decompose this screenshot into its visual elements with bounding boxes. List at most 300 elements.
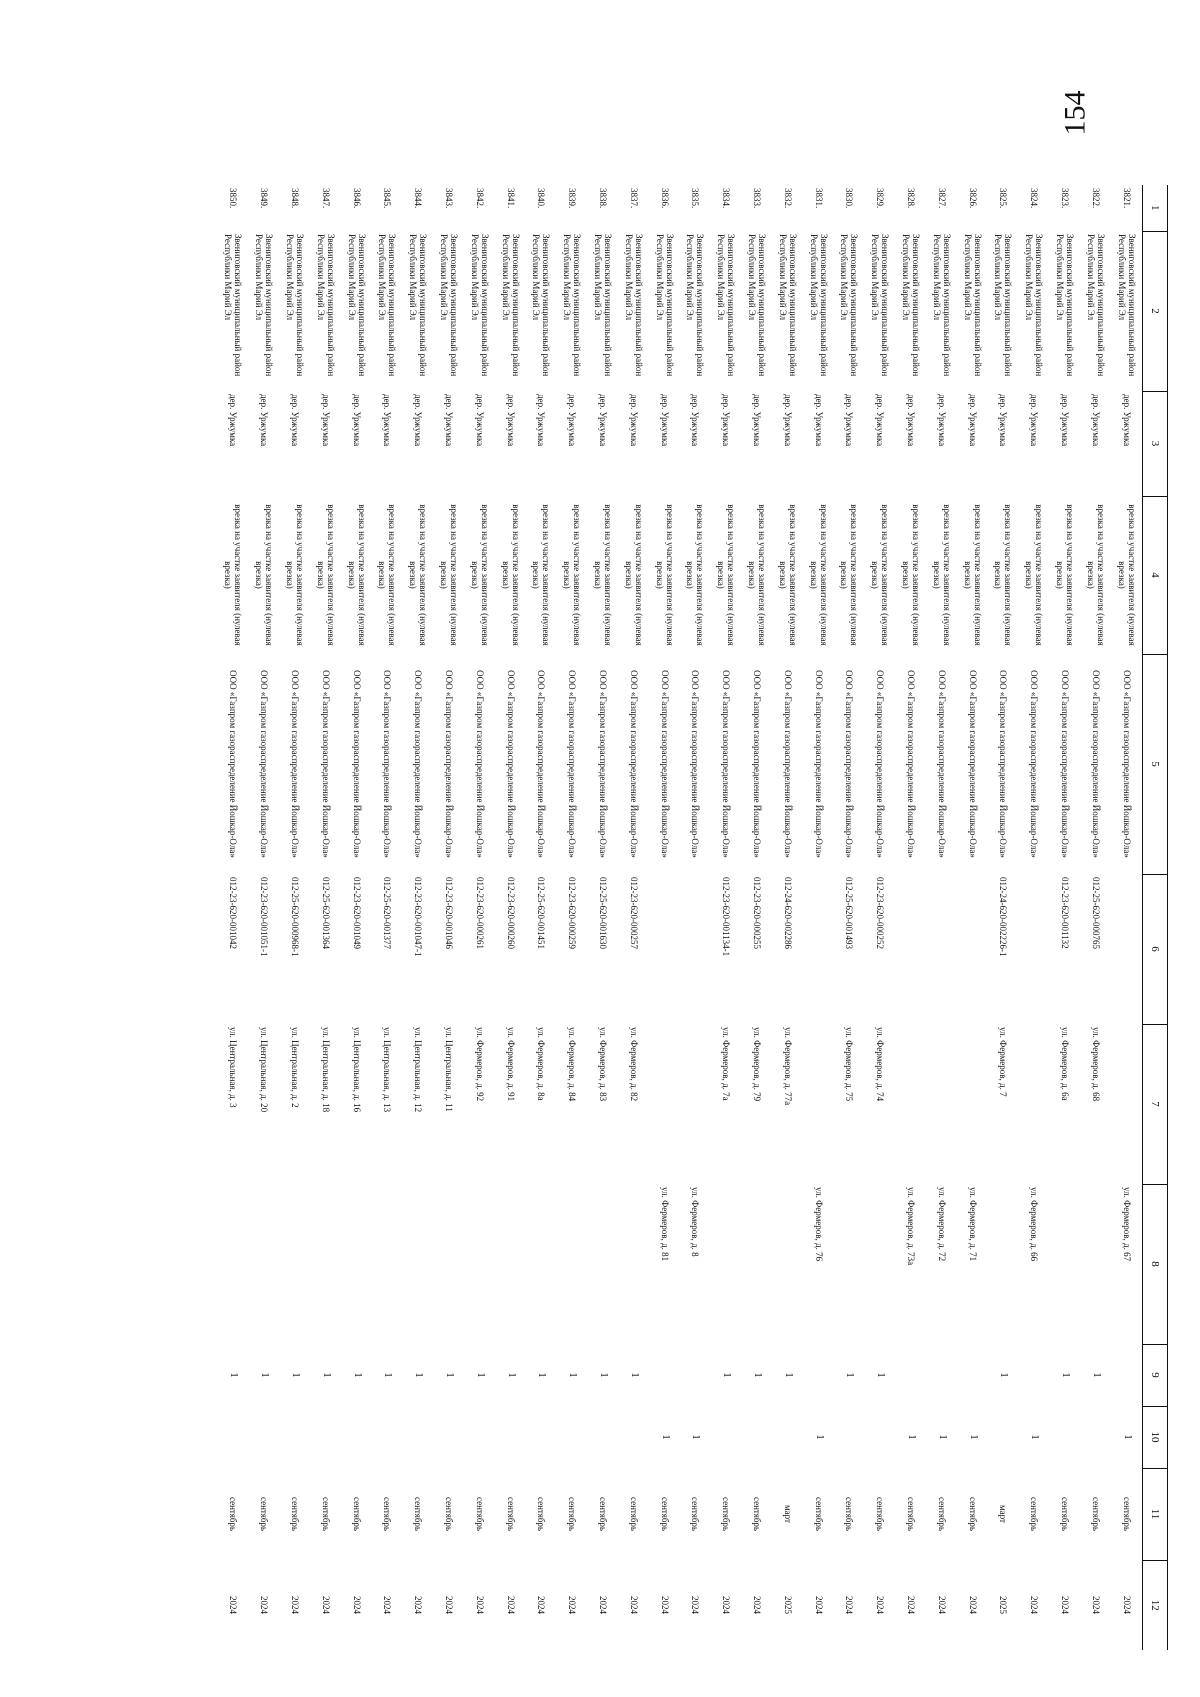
- organization-cell: ООО «Газпром газораспределение Йошкар-Ола»: [782, 670, 793, 858]
- work-type-cell: врезка на участке заявителя (нулевая врезка): [685, 504, 706, 646]
- count-col10-cell: [434, 1406, 465, 1468]
- row-number: 3850.: [228, 188, 239, 209]
- district-cell: Звениговский муниципальный район Республики Марий Эл: [623, 234, 644, 377]
- address-alt-cell: [1050, 1184, 1081, 1344]
- count-col10-cell: 1: [659, 1434, 671, 1440]
- count-col10-cell: [557, 1406, 588, 1468]
- row-number: 3831.: [813, 188, 824, 209]
- district-cell: Звениговский муниципальный район Республики Марий Эл: [870, 234, 891, 377]
- contract-number-cell: [803, 874, 834, 1024]
- row-number: 3829.: [875, 188, 886, 209]
- month-cell: сентябрь: [967, 1496, 978, 1532]
- organization-cell: ООО «Газпром газораспределение Йошкар-Ола»: [351, 670, 362, 858]
- count-col10-cell: [310, 1406, 341, 1468]
- count-col10-cell: [403, 1406, 434, 1468]
- organization-cell: ООО «Газпром газораспределение Йошкар-Ола»: [875, 670, 886, 858]
- column-number-10: 10: [1143, 1406, 1168, 1468]
- work-type-cell: врезка на участке заявителя (нулевая врезка): [469, 504, 490, 646]
- address-cell: ул. Фермеров, д. 82: [628, 1027, 639, 1102]
- table-row: [1111, 185, 1142, 1650]
- work-type-cell: врезка на участке заявителя (нулевая врезка): [839, 504, 860, 646]
- year-cell: 2024: [875, 1596, 886, 1614]
- table-row: [1050, 185, 1081, 1650]
- address-alt-cell: [557, 1184, 588, 1344]
- address-cell: ул. Фермеров, д. 84: [567, 1027, 578, 1102]
- year-cell: 2024: [444, 1596, 455, 1614]
- address-alt-cell: [341, 1184, 372, 1344]
- organization-cell: ООО «Газпром газораспределение Йошкар-Ола»: [628, 670, 639, 858]
- row-number: 3844.: [413, 188, 424, 209]
- work-type-cell: врезка на участке заявителя (нулевая врезка): [1085, 504, 1106, 646]
- table-row: [526, 185, 557, 1650]
- district-cell: Звениговский муниципальный район Республики Марий Эл: [254, 234, 275, 377]
- address-alt-cell: ул. Фермеров, д. 72: [936, 1187, 947, 1262]
- table-row: [434, 185, 465, 1650]
- address-cell: [803, 1024, 834, 1184]
- contract-number-cell: 012-23-620-001132: [1060, 877, 1071, 949]
- organization-cell: ООО «Газпром газораспределение Йошкар-Ола»: [290, 670, 301, 858]
- contract-number-cell: [1019, 874, 1050, 1024]
- address-cell: [957, 1024, 988, 1184]
- district-cell: Звениговский муниципальный район Республики Марий Эл: [315, 234, 336, 377]
- column-number-8: 8: [1143, 1184, 1168, 1344]
- row-number: 3833.: [752, 188, 763, 209]
- settlement-cell: дер. Уржумка: [598, 394, 609, 447]
- row-number: 3835.: [690, 188, 701, 209]
- work-type-cell: врезка на участке заявителя (нулевая врезка): [654, 504, 675, 646]
- year-cell: 2024: [1029, 1596, 1040, 1614]
- address-cell: ул. Фермеров, д. 83: [598, 1027, 609, 1102]
- count-col9-cell: 1: [536, 1372, 548, 1378]
- count-col9-cell: 1: [1060, 1372, 1072, 1378]
- count-col9-cell: [680, 1344, 711, 1406]
- settlement-cell: дер. Уржумка: [1029, 394, 1040, 447]
- address-cell: ул. Фермеров, д. 74: [875, 1027, 886, 1102]
- count-col9-cell: [649, 1344, 680, 1406]
- table-row: [926, 185, 957, 1650]
- column-number-header: [1143, 185, 1168, 1650]
- organization-cell: ООО «Газпром газораспределение Йошкар-Ола»: [1090, 670, 1101, 858]
- settlement-cell: дер. Уржумка: [906, 394, 917, 447]
- year-cell: 2024: [906, 1596, 917, 1614]
- year-cell: 2024: [813, 1596, 824, 1614]
- table-row: [341, 185, 372, 1650]
- settlement-cell: дер. Уржумка: [567, 394, 578, 447]
- organization-cell: ООО «Газпром газораспределение Йошкар-Ола»: [1121, 670, 1132, 858]
- count-col9-cell: 1: [1090, 1372, 1102, 1378]
- contract-number-cell: 012-24-620-002286: [782, 877, 793, 949]
- row-number: 3825.: [998, 188, 1009, 209]
- row-number: 3821.: [1121, 188, 1132, 209]
- address-cell: ул. Фермеров, д. 6а: [1060, 1027, 1071, 1101]
- count-col10-cell: 1: [1029, 1434, 1041, 1440]
- contract-number-cell: [680, 874, 711, 1024]
- table-row: [742, 185, 773, 1650]
- settlement-cell: дер. Уржумка: [875, 394, 886, 447]
- month-cell: сентябрь: [1090, 1496, 1101, 1532]
- month-cell: сентябрь: [474, 1496, 485, 1532]
- address-cell: ул. Центральная, д. 11: [444, 1027, 455, 1112]
- month-cell: сентябрь: [906, 1496, 917, 1532]
- year-cell: 2024: [567, 1596, 578, 1614]
- district-cell: Звениговский муниципальный район Республики Марий Эл: [931, 234, 952, 377]
- month-cell: март: [998, 1505, 1009, 1523]
- address-cell: ул. Центральная, д. 12: [413, 1027, 424, 1113]
- district-cell: Звениговский муниципальный район Республики Марий Эл: [346, 234, 367, 377]
- table-row: [834, 185, 865, 1650]
- table-row: [249, 185, 280, 1650]
- table-row: [372, 185, 403, 1650]
- settlement-cell: дер. Уржумка: [782, 394, 793, 447]
- year-cell: 2024: [290, 1596, 301, 1614]
- address-alt-cell: [1080, 1184, 1111, 1344]
- settlement-cell: дер. Уржумка: [351, 394, 362, 447]
- work-type-cell: врезка на участке заявителя (нулевая врезка): [777, 504, 798, 646]
- work-type-cell: врезка на участке заявителя (нулевая врезка): [223, 504, 244, 646]
- contract-number-cell: 012-23-620-000261: [474, 877, 485, 949]
- month-cell: сентябрь: [413, 1496, 424, 1532]
- address-alt-cell: [403, 1184, 434, 1344]
- settlement-cell: дер. Уржумка: [844, 394, 855, 447]
- organization-cell: ООО «Газпром газораспределение Йошкар-Ола»: [1060, 670, 1071, 858]
- month-cell: сентябрь: [320, 1496, 331, 1532]
- work-type-cell: врезка на участке заявителя (нулевая врезка): [747, 504, 768, 646]
- count-col9-cell: 1: [721, 1372, 733, 1378]
- organization-cell: ООО «Газпром газораспределение Йошкар-Ола»: [259, 670, 270, 858]
- count-col10-cell: [834, 1406, 865, 1468]
- contract-number-cell: 012-23-620-001051-1: [259, 877, 270, 957]
- address-cell: ул. Фермеров, д. 8а: [536, 1027, 547, 1101]
- address-alt-cell: ул. Фермеров, д. 73а: [906, 1187, 917, 1266]
- table-row: [403, 185, 434, 1650]
- column-number-9: 9: [1143, 1344, 1168, 1406]
- table-body: [218, 185, 1142, 1650]
- year-cell: 2024: [628, 1596, 639, 1614]
- work-type-cell: врезка на участке заявителя (нулевая врезка): [439, 504, 460, 646]
- count-col9-cell: 1: [505, 1372, 517, 1378]
- settlement-cell: дер. Уржумка: [536, 394, 547, 447]
- month-cell: сентябрь: [875, 1496, 886, 1532]
- count-col9-cell: 1: [382, 1372, 394, 1378]
- row-number: 3832.: [782, 188, 793, 209]
- organization-cell: ООО «Газпром газораспределение Йошкар-Ола»: [998, 670, 1009, 858]
- month-cell: сентябрь: [259, 1496, 270, 1532]
- table-row: [865, 185, 896, 1650]
- settlement-cell: дер. Уржумка: [259, 394, 270, 447]
- month-cell: сентябрь: [936, 1496, 947, 1532]
- month-cell: сентябрь: [628, 1496, 639, 1532]
- district-cell: Звениговский муниципальный район Республики Марий Эл: [223, 234, 244, 377]
- settlement-cell: дер. Уржумка: [290, 394, 301, 447]
- district-cell: Звениговский муниципальный район Республики Марий Эл: [962, 234, 983, 377]
- row-number: 3828.: [906, 188, 917, 209]
- address-cell: [926, 1024, 957, 1184]
- month-cell: сентябрь: [721, 1496, 732, 1532]
- year-cell: 2024: [1121, 1596, 1132, 1614]
- district-cell: Звениговский муниципальный район Республики Марий Эл: [685, 234, 706, 377]
- count-col10-cell: 1: [936, 1434, 948, 1440]
- count-col10-cell: [772, 1406, 803, 1468]
- year-cell: 2024: [505, 1596, 516, 1614]
- table-row: [280, 185, 311, 1650]
- count-col10-cell: 1: [1121, 1434, 1133, 1440]
- address-cell: [1019, 1024, 1050, 1184]
- count-col9-cell: 1: [228, 1372, 240, 1378]
- district-cell: Звениговский муниципальный район Республики Марий Эл: [747, 234, 768, 377]
- year-cell: 2024: [1060, 1596, 1071, 1614]
- organization-cell: ООО «Газпром газораспределение Йошкар-Ола»: [721, 670, 732, 858]
- organization-cell: ООО «Газпром газораспределение Йошкар-Ола»: [844, 670, 855, 858]
- address-cell: ул. Центральная, д. 18: [320, 1027, 331, 1113]
- address-cell: ул. Фермеров, д. 7: [998, 1027, 1009, 1097]
- row-number: 3823.: [1060, 188, 1071, 209]
- settlement-cell: дер. Уржумка: [474, 394, 485, 447]
- organization-cell: ООО «Газпром газораспределение Йошкар-Ола»: [228, 670, 239, 858]
- district-cell: Звениговский муниципальный район Республики Марий Эл: [531, 234, 552, 377]
- table-row: [680, 185, 711, 1650]
- count-col10-cell: [280, 1406, 311, 1468]
- year-cell: 2024: [936, 1596, 947, 1614]
- year-cell: 2024: [690, 1596, 701, 1614]
- organization-cell: ООО «Газпром газораспределение Йошкар-Ола»: [444, 670, 455, 858]
- column-number-3: 3: [1143, 391, 1168, 496]
- year-cell: 2025: [782, 1596, 793, 1614]
- address-alt-cell: [526, 1184, 557, 1344]
- count-col9-cell: 1: [259, 1372, 271, 1378]
- year-cell: 2024: [659, 1596, 670, 1614]
- district-cell: Звениговский муниципальный район Республики Марий Эл: [993, 234, 1014, 377]
- organization-cell: ООО «Газпром газораспределение Йошкар-Ола»: [813, 670, 824, 858]
- address-cell: ул. Центральная, д. 16: [351, 1027, 362, 1113]
- contract-number-cell: 012-25-620-001364: [320, 877, 331, 949]
- count-col9-cell: 1: [628, 1372, 640, 1378]
- address-cell: [896, 1024, 927, 1184]
- organization-cell: ООО «Газпром газораспределение Йошкар-Ола»: [536, 670, 547, 858]
- address-alt-cell: [495, 1184, 526, 1344]
- month-cell: сентябрь: [813, 1496, 824, 1532]
- row-number: 3836.: [659, 188, 670, 209]
- organization-cell: ООО «Газпром газораспределение Йошкар-Ола»: [320, 670, 331, 858]
- count-col10-cell: 1: [813, 1434, 825, 1440]
- address-alt-cell: ул. Фермеров, д. 81: [659, 1187, 670, 1262]
- address-alt-cell: ул. Фермеров, д. 8: [690, 1187, 701, 1257]
- district-cell: Звениговский муниципальный район Республики Марий Эл: [1085, 234, 1106, 377]
- count-col10-cell: [464, 1406, 495, 1468]
- contract-number-cell: 012-25-620-001451: [536, 877, 547, 949]
- count-col10-cell: [1050, 1406, 1081, 1468]
- month-cell: сентябрь: [752, 1496, 763, 1532]
- contract-number-cell: 012-23-620-000252: [875, 877, 886, 949]
- work-type-cell: врезка на участке заявителя (нулевая врезка): [377, 504, 398, 646]
- address-alt-cell: ул. Фермеров, д. 71: [967, 1187, 978, 1262]
- settlement-cell: дер. Уржумка: [690, 394, 701, 447]
- settlement-cell: дер. Уржумка: [505, 394, 516, 447]
- organization-cell: ООО «Газпром газораспределение Йошкар-Ола»: [936, 670, 947, 858]
- month-cell: сентябрь: [290, 1496, 301, 1532]
- address-alt-cell: [834, 1184, 865, 1344]
- address-alt-cell: [249, 1184, 280, 1344]
- address-alt-cell: [464, 1184, 495, 1344]
- table-row: [618, 185, 649, 1650]
- row-number: 3848.: [290, 188, 301, 209]
- organization-cell: ООО «Газпром газораспределение Йошкар-Ола»: [474, 670, 485, 858]
- row-number: 3824.: [1029, 188, 1040, 209]
- settlement-cell: дер. Уржумка: [413, 394, 424, 447]
- count-col9-cell: 1: [351, 1372, 363, 1378]
- address-alt-cell: [218, 1184, 249, 1344]
- table-row: [649, 185, 680, 1650]
- count-col9-cell: 1: [998, 1372, 1010, 1378]
- address-cell: ул. Фермеров, д. 75: [844, 1027, 855, 1102]
- address-alt-cell: [742, 1184, 773, 1344]
- district-cell: Звениговский муниципальный район Республики Марий Эл: [377, 234, 398, 377]
- settlement-cell: дер. Уржумка: [1060, 394, 1071, 447]
- column-number-5: 5: [1143, 654, 1168, 874]
- district-cell: Звениговский муниципальный район Республики Марий Эл: [808, 234, 829, 377]
- organization-cell: ООО «Газпром газораспределение Йошкар-Ола»: [1029, 670, 1040, 858]
- count-col9-cell: [803, 1344, 834, 1406]
- year-cell: 2024: [228, 1596, 239, 1614]
- table-row: [464, 185, 495, 1650]
- settlement-cell: дер. Уржумка: [444, 394, 455, 447]
- address-alt-cell: [434, 1184, 465, 1344]
- organization-cell: ООО «Газпром газораспределение Йошкар-Ола»: [567, 670, 578, 858]
- month-cell: сентябрь: [382, 1496, 393, 1532]
- count-col10-cell: 1: [967, 1434, 979, 1440]
- address-alt-cell: [618, 1184, 649, 1344]
- count-col9-cell: 1: [598, 1372, 610, 1378]
- year-cell: 2024: [474, 1596, 485, 1614]
- table-row: [1080, 185, 1111, 1650]
- count-col10-cell: [526, 1406, 557, 1468]
- address-cell: ул. Центральная, д. 20: [259, 1027, 270, 1113]
- settlement-cell: дер. Уржумка: [967, 394, 978, 447]
- contract-number-cell: 012-23-620-001049: [351, 877, 362, 949]
- count-col10-cell: [1080, 1406, 1111, 1468]
- address-alt-cell: [310, 1184, 341, 1344]
- district-cell: Звениговский муниципальный район Республики Марий Эл: [593, 234, 614, 377]
- work-type-cell: врезка на участке заявителя (нулевая врезка): [1055, 504, 1076, 646]
- contract-number-cell: 012-23-620-000255: [752, 877, 763, 949]
- settlement-cell: дер. Уржумка: [1090, 394, 1101, 447]
- rotated-table-container: [208, 185, 1168, 1650]
- settlement-cell: дер. Уржумка: [659, 394, 670, 447]
- organization-cell: ООО «Газпром газораспределение Йошкар-Ола»: [382, 670, 393, 858]
- year-cell: 2024: [1090, 1596, 1101, 1614]
- month-cell: сентябрь: [598, 1496, 609, 1532]
- table-row: [896, 185, 927, 1650]
- month-cell: сентябрь: [444, 1496, 455, 1532]
- year-cell: 2024: [752, 1596, 763, 1614]
- row-number: 3827.: [936, 188, 947, 209]
- table-row: [588, 185, 619, 1650]
- column-number-7: 7: [1143, 1024, 1168, 1184]
- address-alt-cell: [772, 1184, 803, 1344]
- count-col10-cell: [988, 1406, 1019, 1468]
- month-cell: сентябрь: [659, 1496, 670, 1532]
- address-cell: ул. Центральная, д. 2: [290, 1027, 301, 1108]
- table-row: [218, 185, 249, 1650]
- row-number: 3845.: [382, 188, 393, 209]
- month-cell: сентябрь: [1029, 1496, 1040, 1532]
- table-row: [772, 185, 803, 1650]
- count-col9-cell: 1: [474, 1372, 486, 1378]
- work-type-cell: врезка на участке заявителя (нулевая врезка): [931, 504, 952, 646]
- row-number: 3842.: [474, 188, 485, 209]
- contract-number-cell: 012-25-620-001377: [382, 877, 393, 949]
- address-cell: ул. Центральная, д. 3: [228, 1027, 239, 1108]
- work-type-cell: врезка на участке заявителя (нулевая врезка): [531, 504, 552, 646]
- district-cell: Звениговский муниципальный район Республики Марий Эл: [439, 234, 460, 377]
- column-number-6: 6: [1143, 874, 1168, 1024]
- work-type-cell: врезка на участке заявителя (нулевая врезка): [593, 504, 614, 646]
- count-col9-cell: 1: [444, 1372, 456, 1378]
- row-number: 3841.: [505, 188, 516, 209]
- count-col10-cell: [742, 1406, 773, 1468]
- work-type-cell: врезка на участке заявителя (нулевая врезка): [285, 504, 306, 646]
- table-row: [557, 185, 588, 1650]
- work-type-cell: врезка на участке заявителя (нулевая врезка): [808, 504, 829, 646]
- address-cell: ул. Центральная, д. 13: [382, 1027, 393, 1113]
- district-cell: Звениговский муниципальный район Республики Марий Эл: [839, 234, 860, 377]
- month-cell: сентябрь: [844, 1496, 855, 1532]
- row-number: 3826.: [967, 188, 978, 209]
- count-col10-cell: [218, 1406, 249, 1468]
- month-cell: сентябрь: [351, 1496, 362, 1532]
- row-number: 3843.: [444, 188, 455, 209]
- table-row: [310, 185, 341, 1650]
- count-col9-cell: 1: [875, 1372, 887, 1378]
- contract-number-cell: 012-23-620-000257: [628, 877, 639, 949]
- address-cell: ул. Фермеров, д. 91: [505, 1027, 516, 1102]
- count-col9-cell: 1: [290, 1372, 302, 1378]
- count-col10-cell: [341, 1406, 372, 1468]
- address-alt-cell: [372, 1184, 403, 1344]
- organization-cell: ООО «Газпром газораспределение Йошкар-Ола»: [967, 670, 978, 858]
- month-cell: сентябрь: [567, 1496, 578, 1532]
- work-type-cell: врезка на участке заявителя (нулевая врезка): [1116, 504, 1137, 646]
- count-col9-cell: [1111, 1344, 1142, 1406]
- work-type-cell: врезка на участке заявителя (нулевая врезка): [901, 504, 922, 646]
- year-cell: 2024: [721, 1596, 732, 1614]
- year-cell: 2024: [536, 1596, 547, 1614]
- organization-cell: ООО «Газпром газораспределение Йошкар-Ола»: [690, 670, 701, 858]
- address-cell: ул. Фермеров, д. 68: [1090, 1027, 1101, 1102]
- table-row: [988, 185, 1019, 1650]
- month-cell: сентябрь: [228, 1496, 239, 1532]
- work-type-cell: врезка на участке заявителя (нулевая врезка): [254, 504, 275, 646]
- count-col10-cell: [372, 1406, 403, 1468]
- district-cell: Звениговский муниципальный район Республики Марий Эл: [562, 234, 583, 377]
- row-number: 3849.: [259, 188, 270, 209]
- table-row: [803, 185, 834, 1650]
- work-type-cell: врезка на участке заявителя (нулевая врезка): [346, 504, 367, 646]
- count-col9-cell: 1: [413, 1372, 425, 1378]
- settlement-cell: дер. Уржумка: [998, 394, 1009, 447]
- count-col9-cell: [957, 1344, 988, 1406]
- organization-cell: ООО «Газпром газораспределение Йошкар-Ола»: [906, 670, 917, 858]
- row-number: 3822.: [1090, 188, 1101, 209]
- organization-cell: ООО «Газпром газораспределение Йошкар-Ола»: [659, 670, 670, 858]
- month-cell: сентябрь: [536, 1496, 547, 1532]
- table-row: [495, 185, 526, 1650]
- count-col9-cell: 1: [752, 1372, 764, 1378]
- month-cell: сентябрь: [1060, 1496, 1071, 1532]
- address-alt-cell: ул. Фермеров, д. 67: [1121, 1187, 1132, 1262]
- row-number: 3839.: [567, 188, 578, 209]
- year-cell: 2024: [598, 1596, 609, 1614]
- count-col9-cell: [1019, 1344, 1050, 1406]
